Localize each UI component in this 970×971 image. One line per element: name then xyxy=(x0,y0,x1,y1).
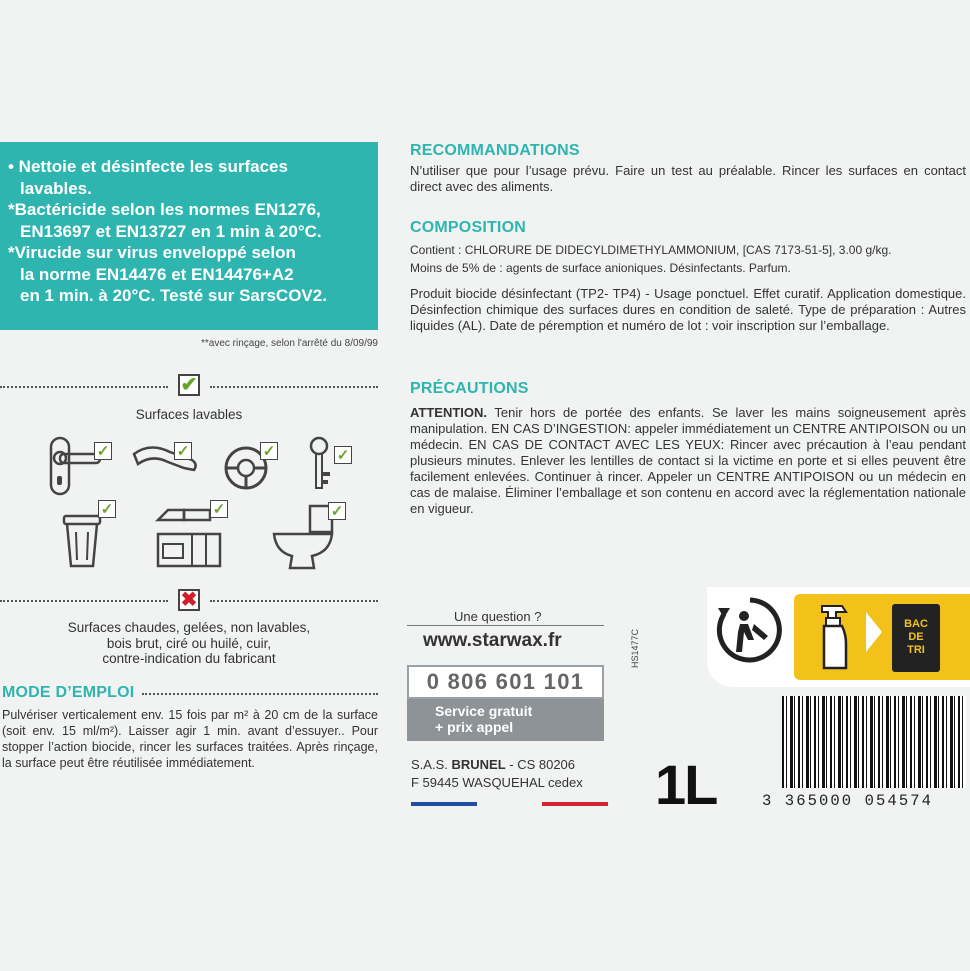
website-link[interactable]: www.starwax.fr xyxy=(423,630,562,651)
precautions-body: Tenir hors de portée des enfants. Se laver les mains soigneusement après manipulation. EN CAS D’INGESTION: appeler immédiatement un CENTRE ANTIPOISON ou un médecin. EN CAS DE CONTACT AVEC LES YEUX: Rincer avec précaution à l’eau pendant plusieurs minutes. Enlever les lentilles de contact si la victime en porte et si elles peuvent être facilement enlevées. Continuer à rincer. Appeler un CENTRE ANTIPOISON ou un médecin en cas de malaise. Éliminer l’emballage et son contenu en accord avec la réglementation nationale en vigueur. xyxy=(410,405,966,516)
steering-wheel-icon: ✓ xyxy=(222,436,282,496)
precautions-text xyxy=(410,405,966,517)
claim-line: • Nettoie et désinfecte les surfaces xyxy=(8,157,288,176)
divider xyxy=(407,625,604,626)
claim-line: lavables. xyxy=(20,178,92,198)
arrow-icon xyxy=(866,612,882,652)
composition-line: Contient : CHLORURE DE DIDECYLDIMETHYLAMMONIUM, [CAS 7173-51-5], 3.00 g/kg. xyxy=(410,243,892,257)
mode-emploi-text: Pulvériser verticalement env. 15 fois par m² à 20 cm de la surface (soit env. 15 ml/m²). Laisser agir 1 min. avant d’essuyer.. Pour stopper l’action biocide, rincer les surfaces traitées. Après rinçage, la surface peut être réutilisée immédiatement. xyxy=(2,708,378,770)
mode-emploi-title: MODE D’EMPLOI xyxy=(2,684,135,701)
claim-line: en 1 min. à 20°C. Testé sur SarsCOV2. xyxy=(20,286,327,305)
french-flag xyxy=(411,802,608,806)
barcode xyxy=(782,696,966,788)
claims-box xyxy=(0,142,378,330)
spray-bottle-icon xyxy=(818,604,852,670)
text-line: BAC xyxy=(904,618,928,630)
surfaces-not-ok-label xyxy=(0,620,378,667)
cross-icon: ✖ xyxy=(178,589,200,611)
claim-line: *Bactéricide selon les normes EN1276, xyxy=(8,200,321,219)
composition-text: Produit biocide désinfectant (TP2- TP4) - Usage ponctuel. Effet curatif. Application domestique. Désinfection chimique des surfaces dures en condition de saleté. Type de préparation : Autres liquides (AL). Date de péremption et numéro de lot : voir inscription sur l’emballage. xyxy=(410,286,966,333)
claim-line: *Virucide sur virus enveloppé selon xyxy=(8,243,296,262)
divider xyxy=(0,600,168,602)
keys-icon: ✓ xyxy=(306,434,358,494)
kitchen-icon: ✓ xyxy=(154,500,234,570)
divider xyxy=(210,386,378,388)
claim-line: la norme EN14476 et EN14476+A2 xyxy=(20,264,294,284)
contact-question: Une question ? xyxy=(448,609,547,624)
text-line: Service gratuit xyxy=(435,703,533,719)
volume-label: 1L xyxy=(655,753,717,816)
divider xyxy=(0,386,168,388)
text-line: DE xyxy=(908,631,924,643)
text-line: bois brut, ciré ou huilé, cuir, xyxy=(106,635,272,651)
text-line: contre-indication du fabricant xyxy=(102,651,276,666)
surfaces-ok-label: Surfaces lavables xyxy=(135,407,243,422)
composition-line: Moins de 5% de : agents de surface anioniques. Désinfectants. Parfum. xyxy=(410,261,791,275)
door-handle-icon: ✓ xyxy=(48,436,118,496)
text-line: + prix appel xyxy=(435,719,514,735)
recommandations-text: N’utiliser que pour l’usage prévu. Faire un test au préalable. Rincer les surfaces en contact direct avec des aliments. xyxy=(410,163,966,194)
product-code: HS1477C xyxy=(630,628,640,668)
precautions-title: PRÉCAUTIONS xyxy=(410,380,529,397)
company-name: BRUNEL xyxy=(451,757,506,772)
barcode-number: 3 365000 054574 xyxy=(762,792,934,810)
attention-label: ATTENTION. xyxy=(410,405,488,420)
divider xyxy=(210,600,378,602)
text-line: Surfaces chaudes, gelées, non lavables, xyxy=(67,620,311,635)
faucet-icon: ✓ xyxy=(130,440,210,480)
composition-title: COMPOSITION xyxy=(410,219,526,236)
triman-icon xyxy=(714,594,786,666)
footnote: **avec rinçage, selon l'arrêté du 8/09/99 xyxy=(200,338,378,349)
text: S.A.S. xyxy=(411,757,452,772)
text-line: TRI xyxy=(907,644,925,656)
company-line xyxy=(411,757,575,772)
phone-number[interactable]: 0 806 601 101 xyxy=(407,665,604,699)
trash-bin-icon: ✓ xyxy=(60,500,122,570)
recycling-bin-icon xyxy=(892,604,940,672)
claim-line: EN13697 et EN13727 en 1 min à 20°C. xyxy=(20,221,322,241)
address-line: F 59445 WASQUEHAL cedex xyxy=(411,775,583,790)
toilet-icon: ✓ xyxy=(268,500,352,572)
phone-tariff-tag xyxy=(407,699,604,741)
check-icon: ✔ xyxy=(178,374,200,396)
recommandations-title: RECOMMANDATIONS xyxy=(410,142,580,159)
text: - CS 80206 xyxy=(505,757,576,772)
divider xyxy=(142,693,378,695)
